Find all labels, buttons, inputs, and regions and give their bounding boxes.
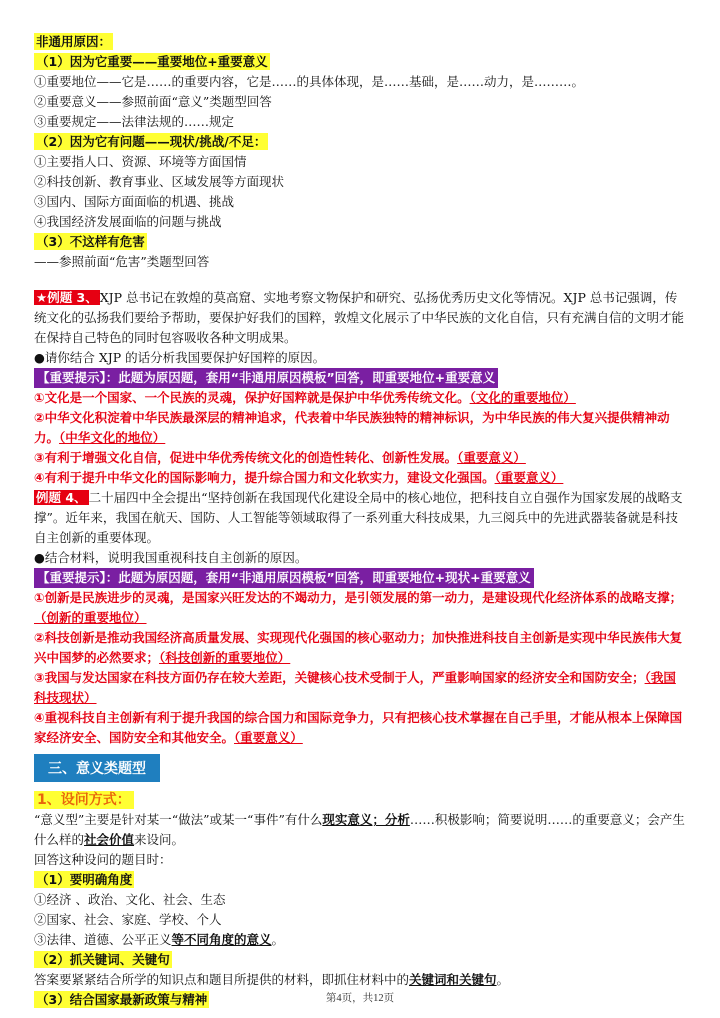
example-3-question: ●请你结合 XJP 的话分析我国要保护好国粹的原因。: [34, 350, 326, 365]
list-item: ②科技创新、教育事业、区域发展等方面现状: [34, 174, 285, 189]
subheading-problems: （2）因为它有问题——现状/挑战/不足：: [36, 134, 267, 149]
example-4-answer: ④重视科技自主创新有利于提升我国的综合国力和国际竞争力，只有把核心技术掌握在自己手里，才能从根本上保障国家经济安全、国防安全和其他安全。（重要意义）: [34, 710, 683, 745]
document-page: [34, 32, 688, 1010]
example-4-answer: ①创新是民族进步的灵魂，是国家兴旺发达的不竭动力，是引领发展的第一动力，是建设现代化经济体系的战略支撑；（创新的重要地位）: [34, 590, 683, 625]
section-heading: 三、意义类题型: [34, 754, 160, 782]
example-3-answer: ③有利于增强文化自信，促进中华优秀传统文化的创造性转化、创新性发展。（重要意义）: [34, 450, 526, 465]
example-3-answer: ①文化是一个国家、一个民族的灵魂，保护好国粹就是保护中华优秀传统文化。（文化的重要地位）: [34, 390, 576, 405]
example-3-answer: ②中华文化积淀着中华民族最深层的精神追求，代表着中华民族独特的精神标识，为中华民族的伟大复兴提供精神动力。（中华文化的地位）: [34, 410, 670, 445]
subheading-harm: （3）不这样有危害: [36, 234, 145, 249]
subheading-importance: （1）因为它重要——重要地位+重要意义: [36, 54, 268, 69]
list-item: ——参照前面“危害”类题型回答: [34, 254, 210, 269]
example-4-hint: 【重要提示】：此题为原因题，套用“非通用原因模板”回答，即重要地位+现状+重要意义: [34, 568, 534, 588]
example-4-paragraph: [34, 488, 688, 548]
example-3-text: XJP 总书记在敦煌的莫高窟、实地考察文物保护和研究、弘扬优秀历史文化等情况。XJP 总书记强调，传统文化的弘扬我们要给予帮助，要保护好我们的国粹，敦煌文化展示了中华民族的文化自信，只有充满自信的文明才能在保持自己特色的同时包容吸收各种文明成果。: [34, 290, 685, 345]
list-item: ①重要地位——它是……的重要内容，它是……的具体体现，是……基础，是……动力，是………。: [34, 74, 585, 89]
list-item: ③重要规定——法律法规的……规定: [34, 114, 235, 129]
example-3-label: ★例题 3、: [36, 290, 98, 305]
example-4-question: ●结合材料，说明我国重视科技自主创新的原因。: [34, 550, 308, 565]
point-heading: （2）抓关键词、关键句: [36, 952, 170, 967]
answer-intro: 回答这种设问的题目时：: [34, 852, 172, 867]
list-item: ②重要意义——参照前面“意义”类题型回答: [34, 94, 272, 109]
example-4-label: 例题 4、: [36, 490, 87, 505]
intro-paragraph: “意义型”主要是针对某一“做法”或某一“事件”有什么现实意义；分析……积极影响；简要说明……的重要意义；会产生什么样的社会价值来设问。: [34, 812, 685, 847]
page-footer: 第4页，共12页: [325, 993, 395, 1004]
list-item: ③国内、国际方面面临的机遇、挑战: [34, 194, 235, 209]
subsection-heading: 1、设问方式：: [34, 791, 134, 809]
example-4-answer: ③我国与发达国家在科技方面仍存在较大差距，关键核心技术受制于人，严重影响国家的经济安全和国防安全；（我国科技现状）: [34, 670, 676, 705]
list-item: ①主要指人口、资源、环境等方面国情: [34, 154, 247, 169]
example-3-answer: ④有利于提升中华文化的国际影响力，提升综合国力和文化软实力，建设文化强国。（重要意义）: [34, 470, 564, 485]
list-item: ①经济 、政治、文化、社会、生态: [34, 892, 226, 907]
point-heading: （1）要明确角度: [36, 872, 133, 887]
example-3-paragraph: [34, 288, 688, 348]
list-item: ④我国经济发展面临的问题与挑战: [34, 214, 222, 229]
heading-non-general-reasons: 非通用原因：: [36, 34, 112, 49]
example-4-text: 二十届四中全会提出“坚持创新在我国现代化建设全局中的核心地位，把科技自立自强作为国家发展的战略支撑”。近年来，我国在航天、国防、人工智能等领域取得了一系列重大科技成果，九三阅兵中的先进武器装备就是科技自主创新的重要体现。: [34, 490, 683, 545]
list-item: ②国家、社会、家庭、学校、个人: [34, 912, 222, 927]
example-3-hint: 【重要提示】：此题为原因题，套用“非通用原因模板”回答，即重要地位+重要意义: [34, 368, 498, 388]
point-heading: （3）结合国家最新政策与精神: [36, 992, 208, 1007]
point-text: 答案要紧紧结合所学的知识点和题目所提供的材料，即抓住材料中的关键词和关键句。: [34, 972, 510, 987]
list-item: ③法律、道德、公平正义等不同角度的意义。: [34, 932, 285, 947]
example-4-answer: ②科技创新是推动我国经济高质量发展、实现现代化强国的核心驱动力；加快推进科技自主创新是实现中华民族伟大复兴中国梦的必然要求；（科技创新的重要地位）: [34, 630, 683, 665]
